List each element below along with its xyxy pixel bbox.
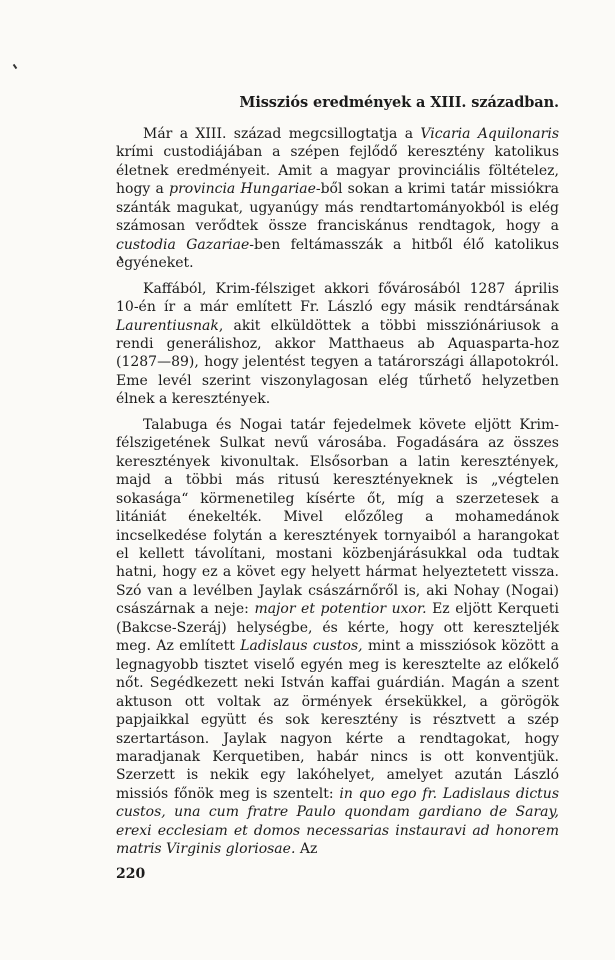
text-run: mint a missziósok között a legnagyobb tisztet viselő egyén meg is keresztelte az előkelő nőt. Segédkezett neki István kaffai guárdián. Magán a szent aktuson ott voltak az örmények érsekükkel, a görögök papjaikkal együtt és sok keresztény is résztvett a szép szertartáson. Jaylak nagyon kérte a rendtagokat, hogy maradjanak Kerquetiben, habár nincs is ott konventjük. Szerzett is nekik egy lakóhelyet, amelyet azután László missiós főnök meg is szentelt: — [116, 638, 559, 802]
section-heading: Missziós eredmények a XIII. században. — [239, 94, 559, 111]
text-run: -ben feltámasszák a hitből élő katolikus egyéneket. — [116, 236, 559, 272]
text-run: Az — [295, 841, 318, 858]
paragraph — [116, 125, 559, 273]
page-number: 220 — [116, 866, 146, 882]
text-run: krími custodiájában a szépen fejlődő keresztény katolikus életnek eredményeit. Amit a magyar provinciális föltételez, hogy a — [116, 144, 559, 198]
stray-ink-mark — [13, 64, 18, 69]
paragraph — [116, 416, 559, 859]
text-run: Már a XIII. század megcsillogtatja a — [143, 126, 421, 142]
text-column — [116, 93, 559, 866]
text-run: Ez eljött Kerqueti (Bakcse-Szeráj) helységbe, és kérte, hogy ott kereszteljék meg. Az említett — [116, 601, 559, 655]
italic-text-run: provincia Hungariae — [169, 181, 316, 198]
paragraph — [116, 280, 559, 409]
italic-text-run: Vicaria Aquilonaris — [420, 126, 560, 142]
text-run: Talabuga és Nogai tatár fejedelmek követe eljött Krim-félszigetének Sulkat nevű városába. Fogadására az összes keresztények kivonultak. Elsősorban a latin keresztények, majd a többi más ritusú keresztényeknek is „végtelen sokasága“ körmenetileg kísérte őt, míg a szerzetesek a litániát énekelték. Mivel előzőleg a mohamedánok incselkedése folytán a keresztények tornyaiból a harangokat el kellett távolítani, mostani közbenjárásukkal oda tudtak hatni, hogy ez a követ egy helyett hármat helyeztetett vissza. Szó van a levélben Jaylak császárnőről is, aki Nohay (Nogai) császárnak a neje: — [116, 416, 559, 618]
italic-text-run: major et potentior uxor. — [254, 601, 427, 618]
text-run: -ből sokan a krimi tatár missiókra szánták magukat, ugyanúgy más rendtartományokból is elég számosan verődtek össze franciskánus rendtagok, hogy a — [116, 181, 559, 235]
text-run: Kaffából, Krim-félsziget akkori fővárosából 1287 április 10-én ír a már említett Fr. László egy másik rendtársának — [116, 280, 559, 316]
text-run: , akit elküldöttek a többi missziónáriusok a rendi generálishoz, akkor Matthaeus ab Aquasparta-hoz (1287—89), hogy jelentést tegyen a tatárországi állapotokról. Eme levél szerint viszonylagosan elég tűrhető helyzetben élnek a keresztények. — [116, 317, 559, 408]
italic-text-run: Ladislaus custos, — [240, 638, 363, 655]
italic-text-run: Laurentiusnak — [116, 317, 219, 334]
italic-text-run: in quo ego fr. Ladislaus dictus custos, una cum fratre Paulo quondam gardiano de Saray, erexi ecclesiam et domos necessarias instauravi ad honorem matris Virginis gloriosae. — [116, 785, 560, 858]
italic-text-run: custodia Gazariae — [116, 236, 250, 253]
